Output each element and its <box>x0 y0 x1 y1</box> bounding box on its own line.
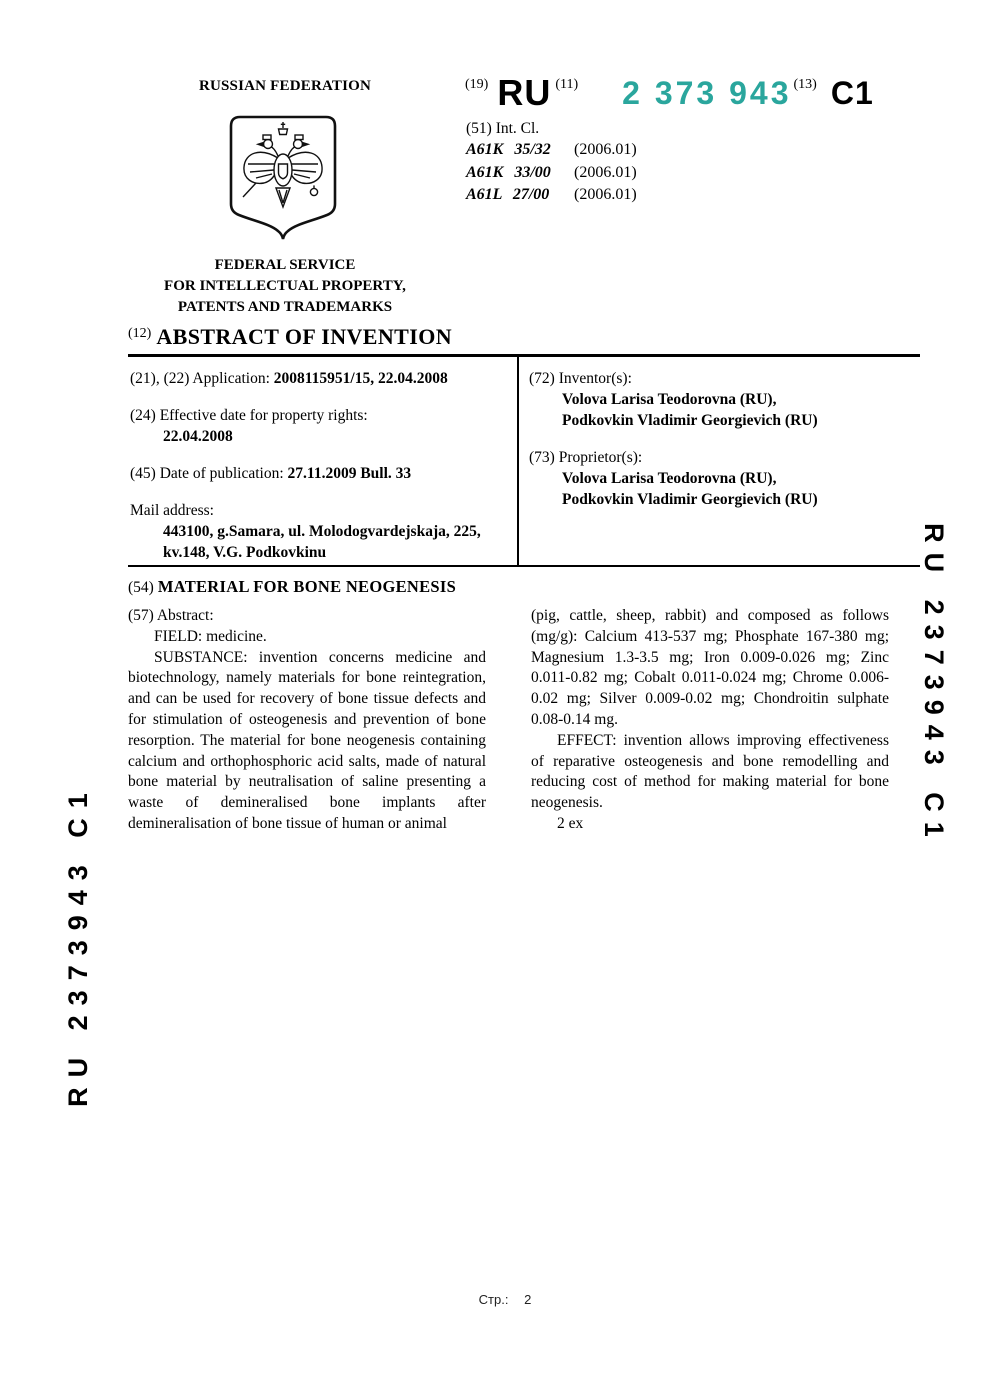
inid-code-12: (12) <box>128 326 152 341</box>
mail-address-label: Mail address: <box>130 502 214 519</box>
ipc-version-date: (2006.01) <box>574 141 637 158</box>
inventor-name: Volova Larisa Teodorovna (RU), <box>562 391 777 408</box>
ipc-class-row <box>466 162 637 185</box>
biblio-right-column <box>519 355 920 565</box>
inid-code-19: (19) <box>465 77 489 92</box>
section-title: ABSTRACT OF INVENTION <box>156 324 453 349</box>
effective-date-label: (24) Effective date for property rights: <box>130 407 368 424</box>
ipc-version-date: (2006.01) <box>574 186 637 203</box>
application-value: 2008115951/15, 22.04.2008 <box>273 370 448 387</box>
country-name: RUSSIAN FEDERATION <box>198 78 372 94</box>
abstract-field-paragraph: FIELD: medicine. <box>154 627 267 645</box>
ipc-code: A61K 35/32 <box>466 141 551 158</box>
inid-code-13: (13) <box>793 77 817 92</box>
ipc-class-row <box>466 184 637 207</box>
proprietor-name: Podkovkin Vladimir Georgievich (RU) <box>562 491 818 508</box>
bibliographic-data <box>128 355 920 567</box>
abstract-left-column <box>128 606 486 835</box>
ipc-class-row <box>466 139 637 162</box>
mail-address-line: 443100, g.Samara, ul. Molodogvardejskaja, 225, <box>163 523 481 540</box>
biblio-left-column <box>128 355 519 565</box>
ipc-class-list <box>466 139 637 207</box>
application-label: (21), (22) Application: <box>130 370 270 387</box>
side-code-right: RU 2373943 C1 <box>919 523 949 847</box>
abstract-examples-note: 2 ex <box>557 814 584 832</box>
application-row <box>130 368 489 389</box>
authority-line: FEDERAL SERVICE <box>214 257 356 273</box>
int-cl-label: (51) Int. Cl. <box>466 120 540 137</box>
inventors-row <box>529 368 920 431</box>
authority-line: FOR INTELLECTUAL PROPERTY, <box>164 278 406 294</box>
page-number: 2 <box>524 1292 532 1307</box>
publication-number: 2 373 943 <box>622 75 792 111</box>
invention-title-row <box>128 577 920 597</box>
publication-date-value: 27.11.2009 Bull. 33 <box>287 465 412 482</box>
invention-title: MATERIAL FOR BONE NEOGENESIS <box>157 577 457 596</box>
abstract-effect-paragraph: EFFECT: invention allows improving effectiveness of reparative osteogenesis and bone remodelling and reducing cost of method for making material for bone neogenesis. <box>531 731 889 812</box>
publication-identity <box>465 72 874 113</box>
inid-code-54: (54) <box>128 579 154 596</box>
proprietor-name: Volova Larisa Teodorovna (RU), <box>562 470 777 487</box>
abstract-label: (57) Abstract: <box>128 607 214 624</box>
publication-date-label: (45) Date of publication: <box>130 465 284 482</box>
page-footer-label: Стр.: <box>478 1292 509 1307</box>
abstract-composition-paragraph: (pig, cattle, sheep, rabbit) and composed as follows (mg/g): Calcium 413-537 mg; Phosphate 167-380 mg; Magnesium 1.3-3.5 mg; Iron 0.009-0.026 mg; Zinc 0.011-0.82 mg; Cobalt 0.011-0.024 mg; Chrome 0.006-0.02 mg; Silver 0.009-0.02 mg; Chondroitin sulphate 0.08-0.14 mg. <box>531 607 889 728</box>
country-code: RU <box>497 72 552 113</box>
mail-address-line: kv.148, V.G. Podkovkinu <box>163 544 327 561</box>
issuing-authority <box>130 255 440 318</box>
kind-code: C1 <box>830 75 874 111</box>
page-footer <box>400 1292 610 1307</box>
publication-date-row <box>130 463 489 484</box>
invention-abstract-section <box>128 577 920 835</box>
effective-date-row <box>130 405 489 447</box>
abstract-substance-paragraph: SUBSTANCE: invention concerns medicine and biotechnology, namely materials for bone reintegration, and can be used for recovery of bone tissue defects and for stimulation of osteogenesis and prevention of bone resorption. The material for bone neogenesis containing calcium and orthophosphoric acid salts, made of natural bone material by neutralisation of saline presenting a waste of demineralised bone implants after demineralisation of bone tissue of human or animal <box>128 648 486 832</box>
proprietors-label: (73) Proprietor(s): <box>529 449 643 466</box>
ipc-version-date: (2006.01) <box>574 163 637 181</box>
ipc-code: A61L 27/00 <box>466 186 550 203</box>
ipc-code: A61K 33/00 <box>466 163 551 181</box>
abstract-columns <box>128 606 920 835</box>
inventor-name: Podkovkin Vladimir Georgievich (RU) <box>562 412 818 429</box>
authority-line: PATENTS AND TRADEMARKS <box>177 299 393 315</box>
mail-address-row <box>130 500 489 563</box>
abstract-right-column <box>531 606 889 835</box>
inid-code-11: (11) <box>555 77 579 92</box>
double-headed-eagle-icon <box>226 112 340 244</box>
inventors-label: (72) Inventor(s): <box>529 370 632 387</box>
side-code-left: RU 2373943 C1 <box>63 783 93 1107</box>
russian-coat-of-arms <box>226 112 340 244</box>
proprietors-row <box>529 447 920 510</box>
section-heading <box>128 324 920 357</box>
effective-date-value: 22.04.2008 <box>163 428 233 445</box>
